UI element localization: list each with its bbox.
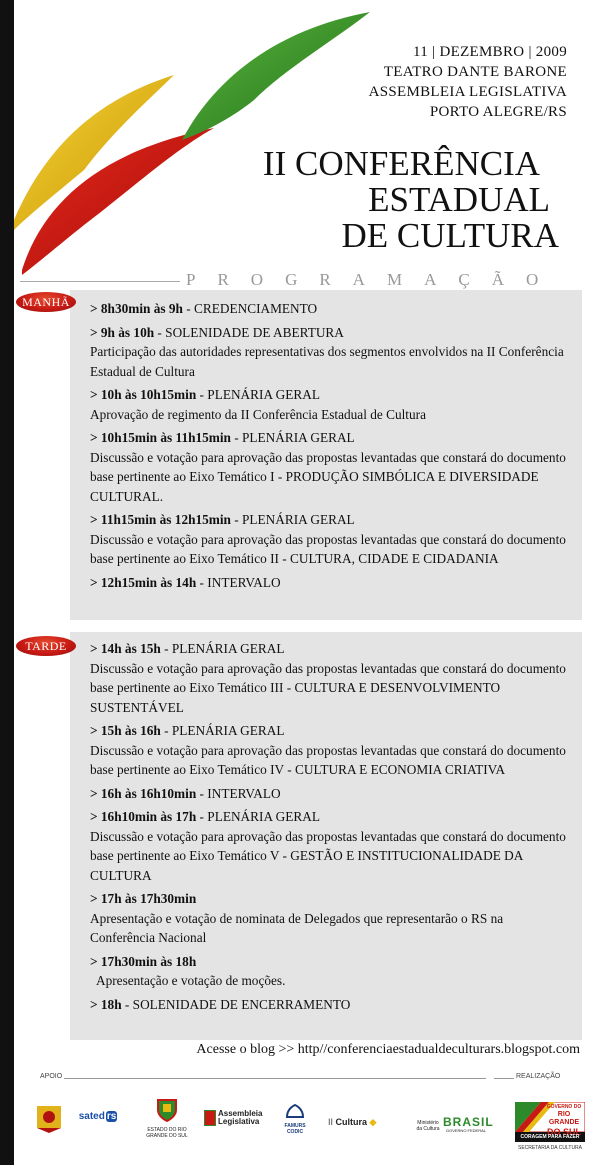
- governo-do-text: GOVERNO DO: [546, 1104, 582, 1110]
- schedule-item: [90, 784, 570, 804]
- governo-rs-logo: [515, 1102, 585, 1142]
- rio-grande-text: RIO GRANDE: [548, 1111, 580, 1126]
- da-cultura-text: da Cultura: [416, 1126, 440, 1132]
- famurs-logo: [280, 1104, 310, 1135]
- item-description: Discussão e votação para aprovação das propostas levantadas que constará do documento base pertinente ao Eixo Temático IV - CULTURA E ECONOMIA CRIATIVA: [90, 742, 566, 777]
- item-description: Participação das autoridades representativas dos segmentos envolvidos na II Conferência Estadual de Cultura: [90, 344, 564, 379]
- brasil-text: BRASIL: [443, 1115, 494, 1129]
- apoio-label: APOIO: [40, 1073, 63, 1080]
- item-time: > 8h30min às 9h: [90, 301, 183, 316]
- schedule-item: [90, 995, 570, 1015]
- schedule-item: [90, 639, 570, 717]
- title-line-2: ESTADUAL: [368, 180, 550, 219]
- afternoon-badge: TARDE: [16, 636, 76, 656]
- afternoon-schedule: [90, 639, 570, 1018]
- famurs-icon: [286, 1104, 304, 1118]
- item-description: Discussão e votação para aprovação das propostas levantadas que constará do documento base pertinente ao Eixo Temático II - CULTURA, CIDADE E CIDADANIA: [90, 531, 566, 566]
- item-title: - PLENÁRIA GERAL: [160, 723, 285, 738]
- item-title: - PLENÁRIA GERAL: [230, 512, 355, 527]
- ministerio-logo: [414, 1120, 442, 1132]
- item-time: > 17h às 17h30min: [90, 891, 197, 906]
- event-info: [369, 42, 567, 122]
- cultura-logo: II Cultura ◆: [328, 1117, 377, 1127]
- programacao-rule: [20, 281, 180, 282]
- item-time: > 16h10min às 17h: [90, 809, 197, 824]
- item-time: > 16h às 16h10min: [90, 785, 197, 801]
- title-line-3: DE CULTURA: [341, 216, 559, 255]
- red-flag-shape: [22, 128, 214, 275]
- title-line-1: II CONFERÊNCIA: [262, 144, 540, 183]
- brasil-logo: [443, 1115, 494, 1133]
- event-date: 11 | DEZEMBRO | 2009: [413, 44, 567, 60]
- schedule-item: [90, 510, 570, 569]
- item-time: > 14h às 15h: [90, 641, 161, 656]
- item-description: Discussão e votação para aprovação das propostas levantadas que constará do documento base pertinente ao Eixo Temático III - CULTURA E DESENVOLVIMENTO SUSTENTÁVEL: [90, 660, 566, 715]
- item-title: - PLENÁRIA GERAL: [196, 809, 320, 824]
- item-description: Apresentação e votação de moções.: [96, 973, 286, 988]
- schedule-item: [90, 952, 570, 991]
- emblem-logo: [34, 1102, 64, 1134]
- cultura-text: Cultura: [335, 1117, 368, 1127]
- item-time: > 17h30min às 18h: [90, 953, 197, 969]
- event-city: PORTO ALEGRE/RS: [429, 104, 567, 120]
- item-time: > 12h15min às 14h: [90, 574, 197, 590]
- blog-link[interactable]: Acesse o blog >> http//conferenciaestadualdeculturars.blogspot.com: [196, 1042, 580, 1057]
- legislativa-text: Legislativa: [218, 1117, 260, 1126]
- item-description: Aprovação de regimento da II Conferência Estadual de Cultura: [90, 406, 426, 422]
- governo-federal-text: GOVERNO FEDERAL: [445, 1128, 486, 1133]
- secretaria-cultura-text: SECRETARIA DA CULTURA: [518, 1145, 582, 1151]
- item-description: Discussão e votação para aprovação das propostas levantadas que constará do documento base pertinente ao Eixo Temático V - GESTÃO E INSTITUCIONALIDADE DA CULTURA: [90, 828, 566, 883]
- morning-badge: MANHÃ: [16, 292, 76, 312]
- event-venue: TEATRO DANTE BARONE: [383, 64, 567, 80]
- schedule-item: [90, 721, 570, 780]
- item-time: > 10h às 10h15min: [90, 387, 197, 402]
- schedule-item: [90, 299, 570, 319]
- programacao-heading: PROGRAMAÇÃO: [186, 270, 561, 289]
- do-sul-text: DO SUL: [546, 1127, 581, 1137]
- item-time: > 15h às 16h: [90, 723, 161, 738]
- item-title: - SOLENIDADE DE ENCERRAMENTO: [121, 996, 351, 1012]
- item-title: - PLENÁRIA GERAL: [196, 387, 320, 402]
- coat-of-arms-icon: [156, 1098, 178, 1122]
- sated-logo: [76, 1111, 120, 1122]
- item-title: - CREDENCIAMENTO: [182, 301, 318, 316]
- schedule-item: [90, 428, 570, 506]
- item-description: Discussão e votação para aprovação das propostas levantadas que constará do documento base pertinente ao Eixo Temático I - PRODUÇÃO SIMBÓLICA E DIVERSIDADE CULTURAL.: [90, 449, 566, 504]
- assembleia-logo: [204, 1110, 264, 1126]
- schedule-item: [90, 323, 570, 382]
- item-time: > 11h15min às 12h15min: [90, 512, 231, 527]
- item-time: > 18h: [90, 996, 122, 1012]
- event-building: ASSEMBLEIA LEGISLATIVA: [368, 84, 567, 100]
- schedule-item: [90, 807, 570, 885]
- apoio-rule: [64, 1078, 486, 1079]
- schedule-item: [90, 385, 570, 424]
- coragem-text: CORAGEM PARA FAZER: [520, 1134, 580, 1140]
- item-time: > 10h15min às 11h15min: [90, 430, 231, 445]
- item-title: - PLENÁRIA GERAL: [160, 641, 285, 656]
- item-time: > 9h às 10h: [90, 324, 155, 340]
- sated-rs-text: rs: [106, 1111, 117, 1122]
- assembleia-icon: [204, 1110, 216, 1126]
- sated-text: sated: [78, 1111, 105, 1122]
- schedule-item: [90, 889, 570, 948]
- item-title: - PLENÁRIA GERAL: [230, 430, 355, 445]
- schedule-item: [90, 573, 570, 593]
- morning-schedule: [90, 299, 570, 596]
- item-title: - INTERVALO: [196, 574, 281, 590]
- ministerio-text: Ministério: [417, 1120, 439, 1126]
- left-black-bar: [0, 0, 14, 1165]
- realizacao-rule: [494, 1078, 514, 1079]
- item-description: Apresentação e votação de nominata de Delegados que representarão o RS na Conferência Nacional: [90, 910, 504, 945]
- item-title: - INTERVALO: [196, 785, 281, 801]
- cultura-star-icon: ◆: [369, 1117, 377, 1127]
- assembleia-text: Assembleia: [218, 1109, 263, 1118]
- green-flag-shape: [182, 12, 370, 140]
- estado-rs-text: ESTADO DO RIO GRANDE DO SUL: [146, 1127, 188, 1139]
- realizacao-label: REALIZAÇÃO: [516, 1073, 561, 1080]
- estado-rs-logo: [142, 1098, 192, 1139]
- item-title: - SOLENIDADE DE ABERTURA: [154, 324, 344, 340]
- famurs-text: FAMURS: [284, 1123, 306, 1129]
- codic-text: CODIC: [286, 1129, 304, 1135]
